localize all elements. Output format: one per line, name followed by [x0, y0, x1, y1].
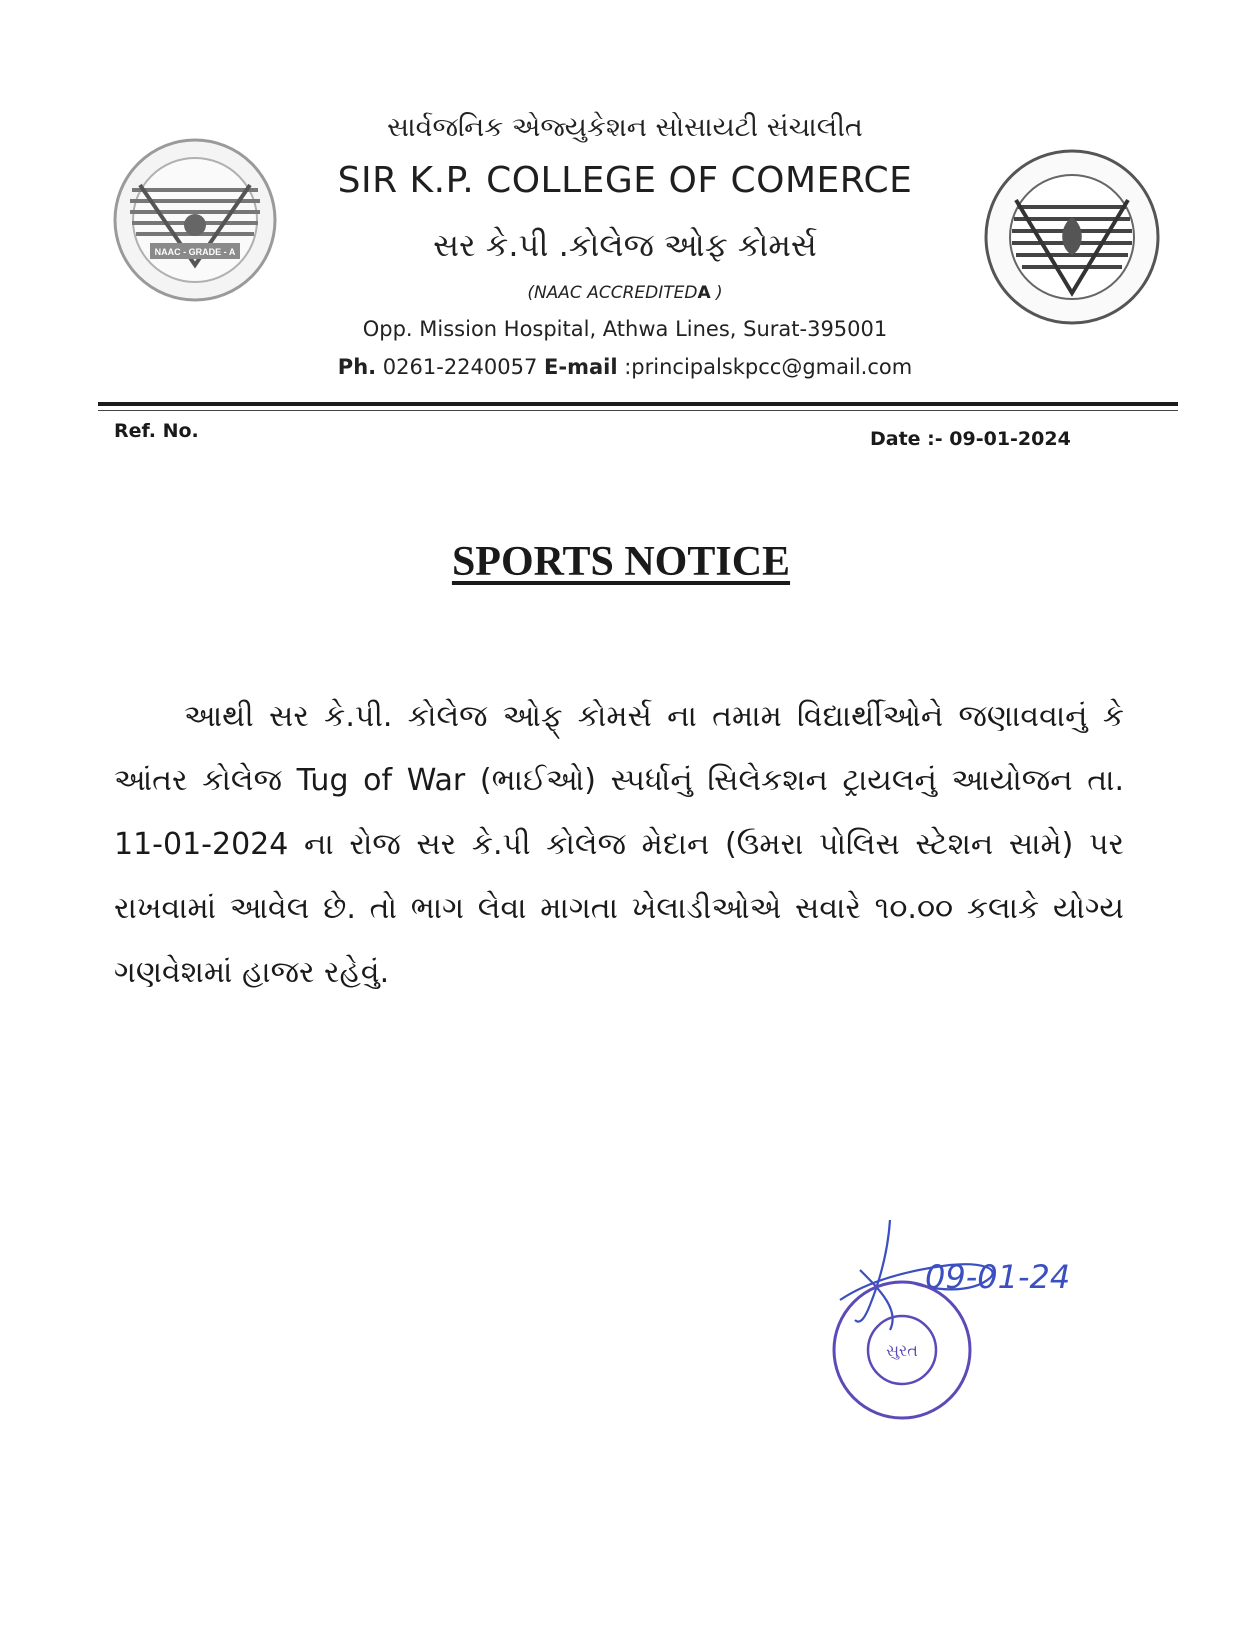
stamp-city-text: સુરત [886, 1341, 918, 1360]
college-rubber-stamp [834, 1282, 970, 1418]
email-label: E-mail [544, 355, 618, 379]
college-seal-left-logo [110, 135, 280, 305]
college-seal-right-logo [980, 145, 1165, 330]
header-divider-thin [98, 410, 1178, 411]
phone-label: Ph. [337, 355, 377, 379]
naac-prefix: (NAAC ACCREDITED [527, 283, 698, 303]
notice-title: SPORTS NOTICE [451, 539, 791, 585]
header-divider [98, 402, 1178, 406]
left-logo-grade-text: NAAC - GRADE - A [154, 247, 236, 257]
handwritten-date: 09-01-24 [925, 1258, 1071, 1296]
naac-suffix: ) [710, 283, 723, 303]
contact-line [300, 355, 950, 379]
notice-body-text: આથી સર કે.પી. કોલેજ ઓફ્ કોમર્સ ના તમામ વિદ્યાર્થીઓને જણાવવાનું કે આંતર કોલેજ Tug of War (ભાઈઓ) સ્પર્ધાનું સિલેકશન ટ્રાયલનું આયોજન તા. 11-01-2024 ના રોજ સર કે.પી કોલેજ મેદાન (ઉમરા પોલિસ સ્ટેશન સામે) પર રાખવામાં આવેલ છે. તો ભાગ લેવા માગતા ખેલાડીઓએ સવારે ૧૦.૦૦ કલાકે યોગ્ય ગણવેશમાં હાજર રહેવું. [114, 699, 1124, 990]
reference-number-label: Ref. No. [114, 420, 199, 442]
signature-and-stamp [830, 1210, 1130, 1440]
naac-grade: A [697, 283, 711, 303]
college-name-gujarati: સર કે.પી .કોલેજ ઓફ કોમર્સ [433, 226, 817, 264]
college-address: Opp. Mission Hospital, Athwa Lines, Surat-395001 [362, 317, 888, 341]
notice-date: Date :- 09-01-2024 [870, 428, 1071, 450]
notice-body [114, 685, 1124, 1005]
phone-number: 0261-2240057 [376, 355, 545, 379]
society-line: સાર્વજનિક એજ્યુકેશન સોસાયટી સંચાલીત [387, 112, 863, 143]
naac-accreditation [300, 283, 950, 303]
email-address: :principalskpcc@gmail.com [617, 355, 913, 379]
college-name-english: SIR K.P. COLLEGE OF COMERCE [337, 160, 913, 201]
